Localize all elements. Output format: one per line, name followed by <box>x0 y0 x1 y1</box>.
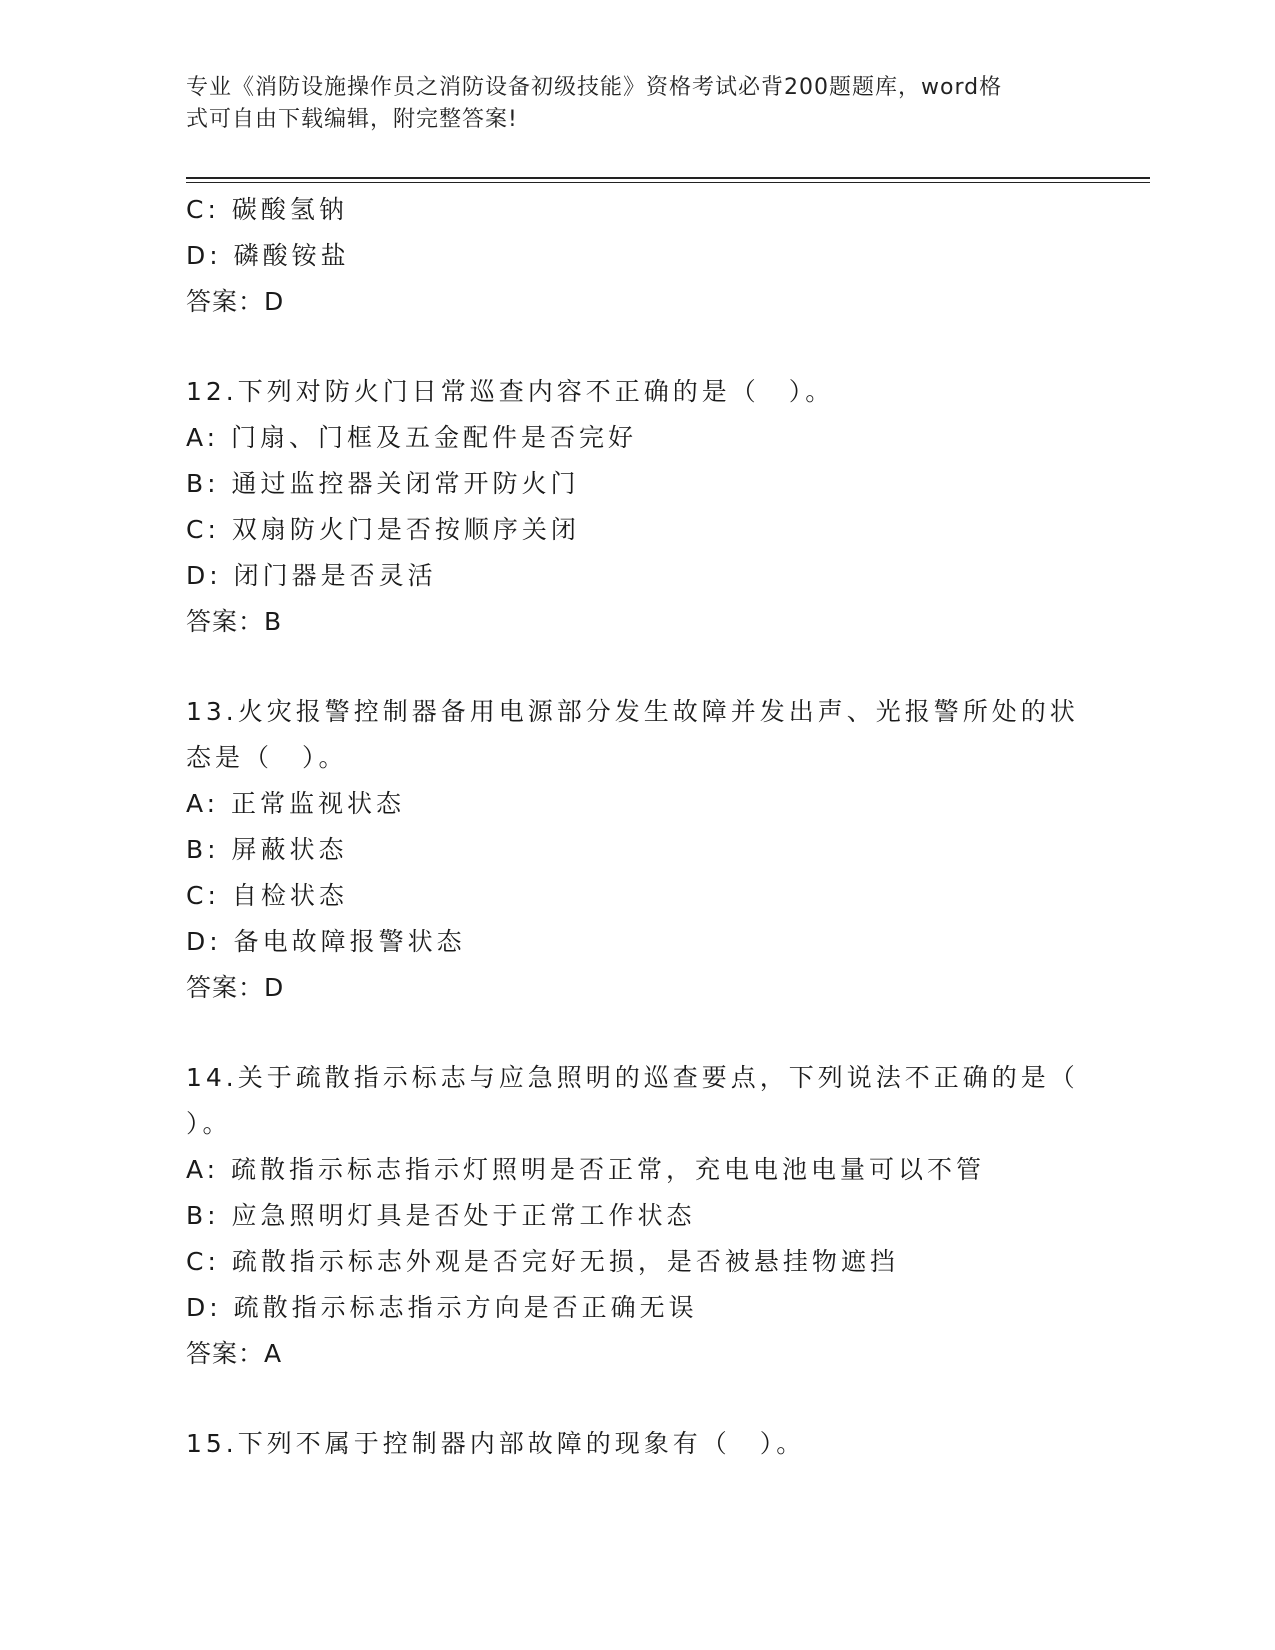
question-stem-cont: 态是（ ）。 <box>186 743 348 772</box>
question-13 <box>186 689 1086 1011</box>
question-12 <box>186 369 1086 645</box>
option-d: D: 备电故障报警状态 <box>186 927 466 956</box>
option-c: C: 疏散指示标志外观是否完好无损，是否被悬挂物遮挡 <box>186 1247 899 1276</box>
header-line-1: 专业《消防设施操作员之消防设备初级技能》资格考试必背200题题库，word格 <box>186 75 1003 100</box>
question-stem: 12.下列对防火门日常巡查内容不正确的是（ ）。 <box>186 377 835 406</box>
question-15 <box>186 1421 1086 1467</box>
option-a: A: 正常监视状态 <box>186 789 406 818</box>
question-stem: 13.火灾报警控制器备用电源部分发生故障并发出声、光报警所处的状 <box>186 697 1079 726</box>
answer-line: 答案：D <box>186 287 285 316</box>
header-divider-thin <box>186 182 1150 183</box>
option-c: C: 自检状态 <box>186 881 348 910</box>
option-c: C: 双扇防火门是否按顺序关闭 <box>186 515 580 544</box>
option-b: B: 应急照明灯具是否处于正常工作状态 <box>186 1201 696 1230</box>
question-content <box>186 187 1086 1467</box>
option-d: D: 疏散指示标志指示方向是否正确无误 <box>186 1293 698 1322</box>
document-header <box>186 72 1066 136</box>
option-b: B: 通过监控器关闭常开防火门 <box>186 469 580 498</box>
option-a: A: 门扇、门框及五金配件是否完好 <box>186 423 638 452</box>
option-c: C: 碳酸氢钠 <box>186 195 348 224</box>
header-divider <box>186 177 1150 179</box>
answer-line: 答案：B <box>186 607 283 636</box>
question-stem-cont: ）。 <box>186 1109 232 1138</box>
answer-line: 答案：A <box>186 1339 283 1368</box>
question-stem: 15.下列不属于控制器内部故障的现象有（ ）。 <box>186 1429 806 1458</box>
option-a: A: 疏散指示标志指示灯照明是否正常，充电电池电量可以不管 <box>186 1155 986 1184</box>
option-b: B: 屏蔽状态 <box>186 835 348 864</box>
header-line-2: 式可自由下载编辑，附完整答案! <box>186 107 518 132</box>
option-d: D: 磷酸铵盐 <box>186 241 350 270</box>
question-stem: 14.关于疏散指示标志与应急照明的巡查要点，下列说法不正确的是（ <box>186 1063 1079 1092</box>
question-14 <box>186 1055 1086 1377</box>
option-d: D: 闭门器是否灵活 <box>186 561 437 590</box>
answer-line: 答案：D <box>186 973 285 1002</box>
